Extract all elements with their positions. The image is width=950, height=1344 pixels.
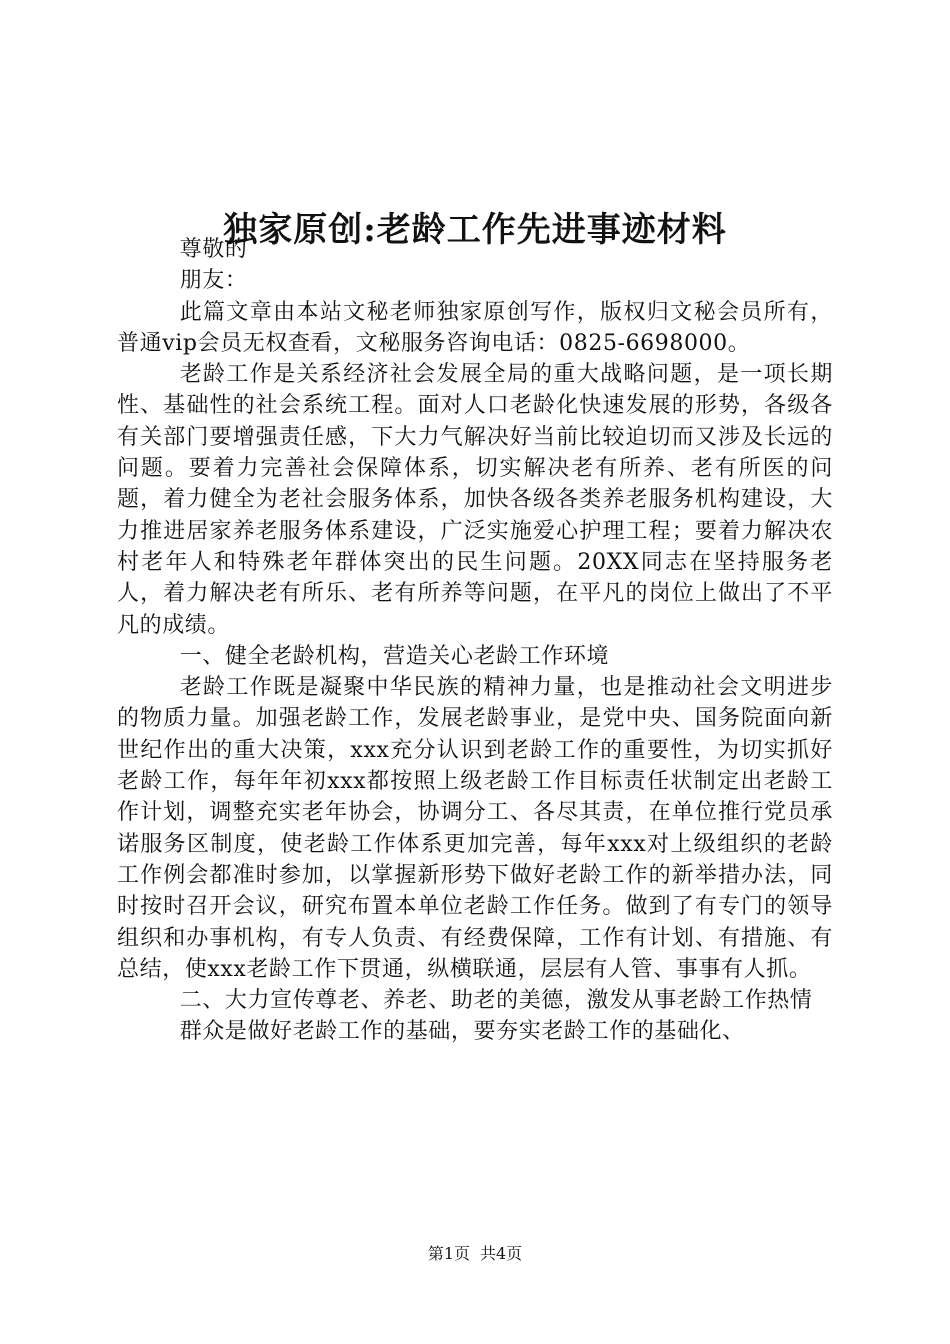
- page-footer: [0, 1243, 950, 1265]
- page-total: 共4页: [480, 1244, 523, 1263]
- section-1-paragraph: 老龄工作既是凝聚中华民族的精神力量，也是推动社会文明进步的物质力量。加强老龄工作，发展老龄事业，是党中央、国务院面向新世纪作出的重大决策，xxx充分认识到老龄工作的重要性，为切实抓好老龄工作，每年年初xxx都按照上级老龄工作目标责任状制定出老龄工作计划，调整充实老年协会，协调分工、各尽其责，在单位推行党员承诺服务区制度，使老龄工作体系更加完善，每年xxx对上级组织的老龄工作例会都准时参加，以掌握新形势下做好老龄工作的新举措办法，同时按时召开会议，研究布置本单位老龄工作任务。做到了有专门的领导组织和办事机构，有专人负责、有经费保障，工作有计划、有措施、有总结，使xxx老龄工作下贯通，纵横联通，层层有人管、事事有人抓。: [117, 675, 833, 982]
- document-title: 独家原创:老龄工作先进事迹材料: [223, 209, 727, 250]
- intro-paragraph: 老龄工作是关系经济社会发展全局的重大战略问题，是一项长期性、基础性的社会系统工程。面对人口老龄化快速发展的形势，各级各有关部门要增强责任感，下大力气解决好当前比较迫切而又涉及长远的问题。要着力完善社会保障体系，切实解决老有所养、老有所医的问题，着力健全为老社会服务体系，加快各级各类养老服务机构建设，大力推进居家养老服务体系建设，广泛实施爱心护理工程；要着力解决农村老年人和特殊老年群体突出的民生问题。20XX同志在坚持服务老人，着力解决老有所乐、老有所养等问题，在平凡的岗位上做出了不平凡的成绩。: [117, 362, 833, 638]
- salutation-line-1: 尊敬的: [179, 237, 248, 262]
- document-body: [117, 234, 833, 1048]
- copyright-notice: 此篇文章由本站文秘老师独家原创写作，版权归文秘会员所有，普通vip会员无权查看，文秘服务咨询电话：0825-6698000。: [117, 299, 833, 356]
- salutation-line-2: 朋友：: [179, 268, 248, 294]
- section-heading-2: 二、大力宣传尊老、养老、助老的美德，激发从事老龄工作热情: [179, 988, 813, 1014]
- page-number: 第1页: [427, 1244, 470, 1263]
- section-2-paragraph: 群众是做好老龄工作的基础，要夯实老龄工作的基础化、: [179, 1019, 745, 1045]
- section-heading-1: 一、健全老龄机构，营造关心老龄工作环境: [179, 643, 610, 669]
